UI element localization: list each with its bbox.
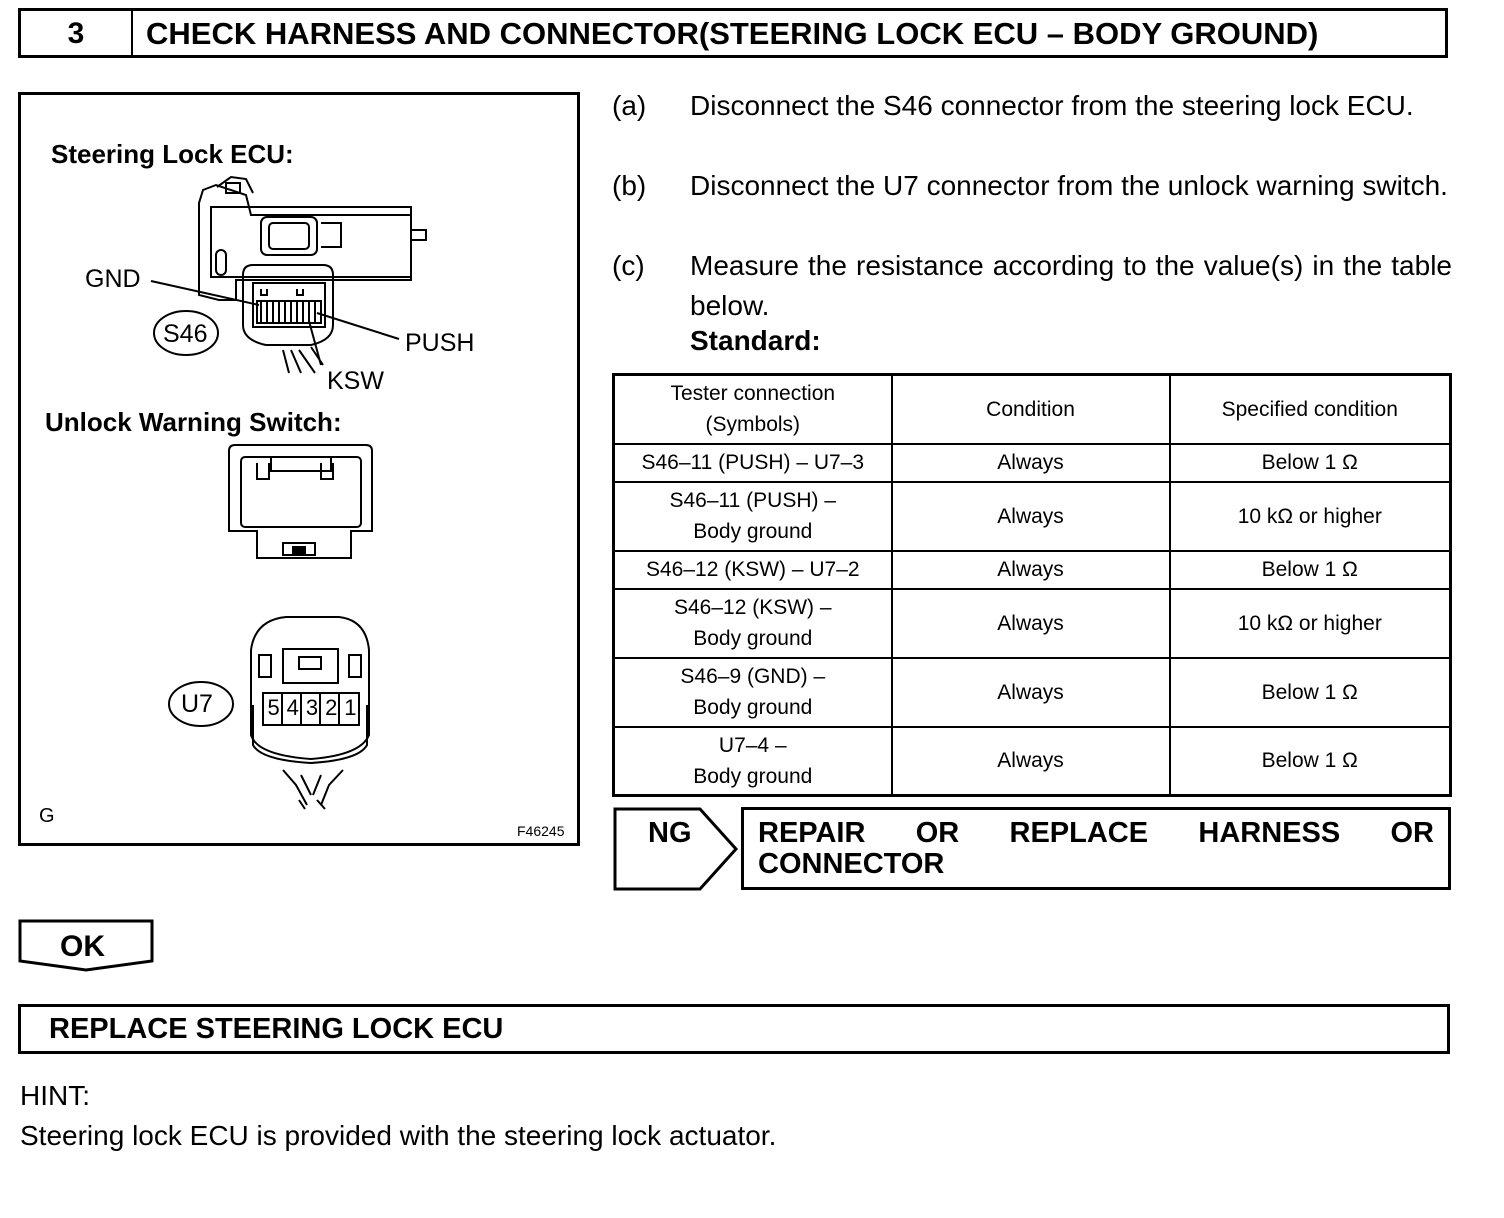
- connector-illustration: [21, 95, 577, 843]
- connection-cell: S46–11 (PUSH) – U7–3: [614, 444, 892, 482]
- figure-code: F46245: [517, 823, 565, 839]
- ng-action-word: HARNESS: [1198, 817, 1341, 849]
- ng-action-line: [758, 818, 1434, 849]
- specified-cell: 10 kΩ or higher: [1170, 589, 1451, 658]
- header-line: Tester connection: [670, 382, 836, 406]
- column-header-connection: [614, 375, 892, 444]
- specified-cell: Below 1 Ω: [1170, 444, 1451, 482]
- table-row: [614, 658, 1451, 727]
- ng-action-box: [741, 807, 1451, 890]
- u7-pin-numbers: [264, 695, 360, 721]
- u7-pin-4: 4: [286, 695, 299, 720]
- u7-pin-5: 5: [267, 695, 280, 720]
- u7-pin-3: 3: [305, 695, 319, 720]
- table-row: [614, 727, 1451, 796]
- connector-figure: [18, 92, 580, 846]
- step-marker: (b): [612, 170, 647, 201]
- s46-label: S46: [163, 320, 208, 348]
- specified-cell: Below 1 Ω: [1170, 727, 1451, 796]
- condition-cell: Always: [892, 482, 1170, 551]
- ng-action-word: OR: [915, 817, 960, 849]
- header-line: (Symbols): [705, 413, 801, 437]
- u7-pin-2: 2: [325, 695, 338, 720]
- push-label: PUSH: [405, 329, 475, 357]
- switch-heading: Unlock Warning Switch:: [45, 407, 342, 437]
- figure-corner-mark: G: [39, 805, 55, 827]
- specified-cell: Below 1 Ω: [1170, 551, 1451, 589]
- step-text: Disconnect the U7 connector from the unlock warning switch.: [690, 170, 1448, 201]
- ng-action-line-2: CONNECTOR: [758, 848, 945, 880]
- table-row: [614, 482, 1451, 551]
- replace-ecu-box: REPLACE STEERING LOCK ECU: [18, 1004, 1450, 1054]
- connection-line: Body ground: [693, 764, 813, 788]
- connection-line: Body ground: [693, 627, 813, 650]
- ksw-label: KSW: [327, 367, 384, 395]
- table-row: [614, 589, 1451, 658]
- step-number: 3: [21, 11, 133, 55]
- connection-cell: [614, 727, 892, 796]
- condition-cell: Always: [892, 727, 1170, 796]
- step-text: Measure the resistance according to the value(s) in the table below.: [690, 250, 1452, 321]
- condition-cell: Always: [892, 658, 1170, 727]
- column-header-specified: Specified condition: [1170, 375, 1451, 444]
- specified-cell: Below 1 Ω: [1170, 658, 1451, 727]
- ng-action-word: OR: [1390, 817, 1434, 849]
- u7-label: U7: [181, 690, 213, 718]
- connection-line: U7–4 –: [718, 733, 787, 757]
- ng-action-word: REPLACE: [1009, 817, 1149, 849]
- hint-label: HINT:: [20, 1080, 90, 1111]
- connection-line: S46–12 (KSW) –: [673, 596, 832, 619]
- column-header-condition: Condition: [892, 375, 1170, 444]
- step-marker: (c): [612, 250, 645, 281]
- step-b: [612, 166, 1452, 246]
- ng-label: NG: [648, 817, 692, 849]
- connection-cell: [614, 658, 892, 727]
- condition-cell: Always: [892, 589, 1170, 658]
- ecu-heading: Steering Lock ECU:: [51, 139, 294, 169]
- step-c: [612, 246, 1452, 326]
- condition-cell: Always: [892, 444, 1170, 482]
- step-a: [612, 86, 1452, 166]
- step-text: Disconnect the S46 connector from the steering lock ECU.: [690, 90, 1414, 121]
- table-row: [614, 551, 1451, 589]
- connection-line: Body ground: [693, 520, 813, 543]
- table-header-row: [614, 375, 1451, 444]
- u7-pin-1: 1: [344, 695, 357, 720]
- table-row: [614, 444, 1451, 482]
- condition-cell: Always: [892, 551, 1170, 589]
- standard-table: [612, 373, 1452, 797]
- connection-line: S46–11 (PUSH) –: [669, 489, 837, 512]
- connection-line: Body ground: [693, 696, 813, 719]
- step-marker: (a): [612, 90, 647, 121]
- step-title-bar: [18, 8, 1448, 58]
- step-title: CHECK HARNESS AND CONNECTOR(STEERING LOCK ECU – BODY GROUND): [146, 16, 1319, 51]
- ng-action-word: REPAIR: [758, 817, 866, 849]
- connection-cell: S46–12 (KSW) – U7–2: [614, 551, 892, 589]
- gnd-label: GND: [85, 265, 141, 293]
- ok-label: OK: [60, 930, 105, 963]
- connection-cell: [614, 589, 892, 658]
- connection-line: S46–9 (GND) –: [680, 665, 826, 688]
- specified-cell: 10 kΩ or higher: [1170, 482, 1451, 551]
- connection-cell: [614, 482, 892, 551]
- hint-text: Steering lock ECU is provided with the steering lock actuator.: [20, 1120, 777, 1151]
- standard-label: Standard:: [690, 325, 821, 356]
